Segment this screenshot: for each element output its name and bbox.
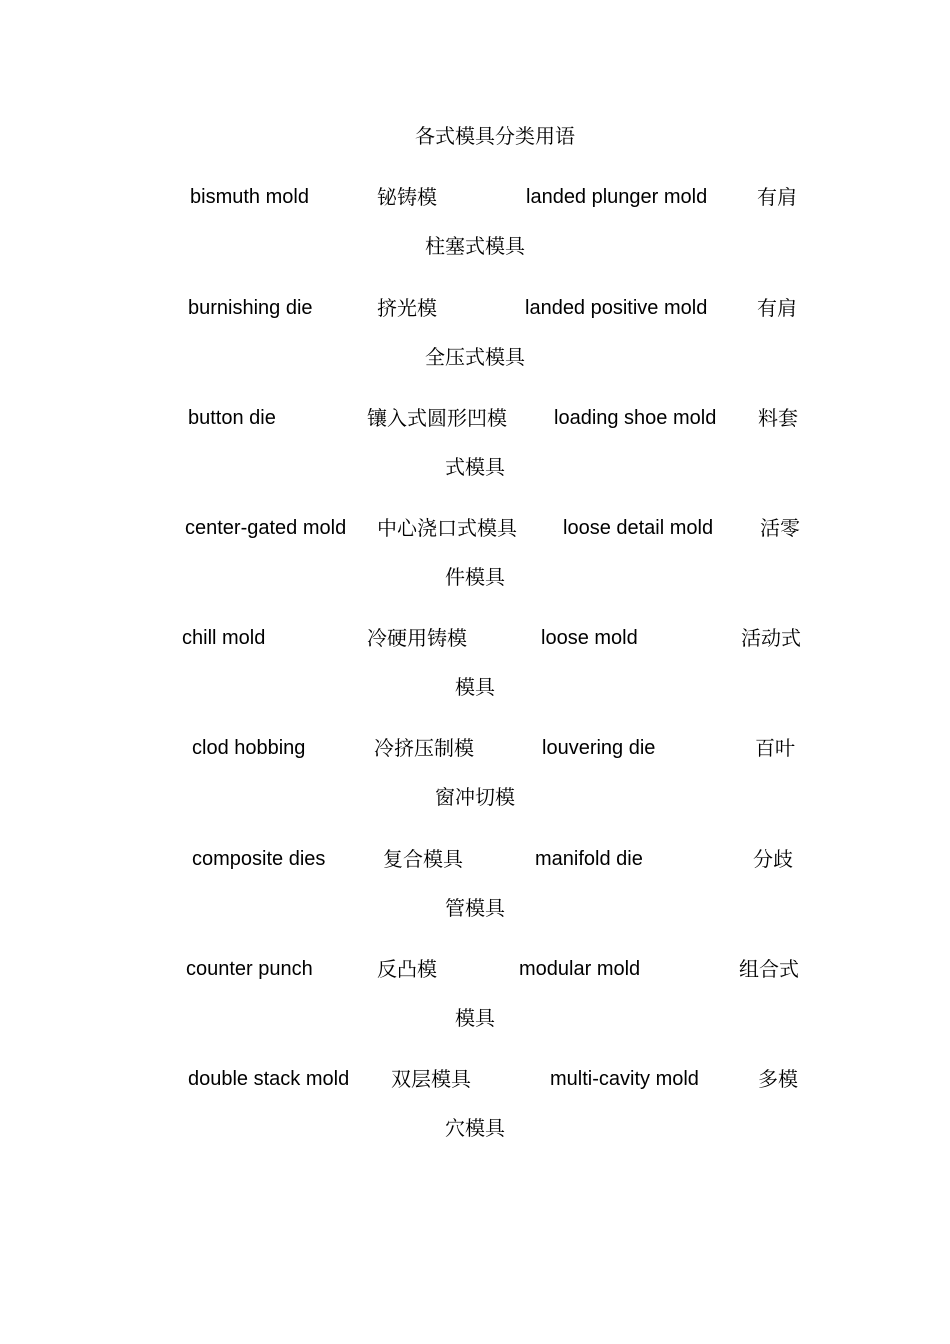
term-zh: 组合式 <box>739 957 799 981</box>
glossary-row <box>0 733 950 763</box>
term-zh: 多模 <box>758 1067 798 1091</box>
glossary-row <box>0 513 950 543</box>
term-zh: 复合模具 <box>383 847 463 871</box>
term-en: double stack mold <box>188 1068 350 1090</box>
page-title: 各式模具分类用语 <box>415 124 575 148</box>
term-en: counter punch <box>186 958 313 980</box>
term-en: center-gated mold <box>185 517 347 539</box>
term-en: modular mold <box>519 958 641 980</box>
term-zh-continuation: 窗冲切模 <box>435 785 515 809</box>
term-en: button die <box>188 407 276 429</box>
term-en: loose detail mold <box>563 517 714 539</box>
term-zh-continuation: 模具 <box>455 675 495 699</box>
term-en: chill mold <box>182 627 266 649</box>
glossary-row <box>0 293 950 323</box>
term-zh: 活零 <box>760 516 800 540</box>
term-zh: 镶入式圆形凹模 <box>367 406 507 430</box>
term-zh: 中心浇口式模具 <box>377 516 517 540</box>
term-zh-continuation: 柱塞式模具 <box>425 234 525 258</box>
term-zh: 冷挤压制模 <box>374 736 474 760</box>
term-en: bismuth mold <box>190 186 309 208</box>
term-zh: 活动式 <box>741 626 801 650</box>
glossary-row <box>0 403 950 433</box>
term-zh: 百叶 <box>755 736 795 760</box>
glossary-row <box>0 954 950 984</box>
term-en: louvering die <box>542 737 656 759</box>
term-en: composite dies <box>192 848 326 870</box>
term-en: loading shoe mold <box>554 407 717 429</box>
term-zh: 有肩 <box>757 185 797 209</box>
term-zh: 有肩 <box>757 296 797 320</box>
term-en: multi-cavity mold <box>550 1068 699 1090</box>
term-zh: 冷硬用铸模 <box>367 626 467 650</box>
term-zh: 反凸模 <box>377 957 437 981</box>
term-en: manifold die <box>535 848 643 870</box>
term-en: landed positive mold <box>525 297 708 319</box>
term-en: clod hobbing <box>192 737 306 759</box>
term-zh-continuation: 穴模具 <box>445 1116 505 1140</box>
term-zh-continuation: 模具 <box>455 1006 495 1030</box>
term-en: landed plunger mold <box>526 186 708 208</box>
glossary-row <box>0 623 950 653</box>
term-zh: 分歧 <box>753 847 793 871</box>
glossary-row <box>0 1064 950 1094</box>
term-zh-continuation: 全压式模具 <box>425 345 525 369</box>
term-en: burnishing die <box>188 297 313 319</box>
term-zh: 双层模具 <box>391 1067 471 1091</box>
term-zh: 料套 <box>758 406 798 430</box>
term-en: loose mold <box>541 627 638 649</box>
term-zh-continuation: 管模具 <box>445 896 505 920</box>
glossary-row <box>0 182 950 212</box>
glossary-row <box>0 844 950 874</box>
term-zh: 铋铸模 <box>377 185 437 209</box>
term-zh-continuation: 件模具 <box>445 565 505 589</box>
term-zh-continuation: 式模具 <box>445 455 505 479</box>
term-zh: 挤光模 <box>377 296 437 320</box>
